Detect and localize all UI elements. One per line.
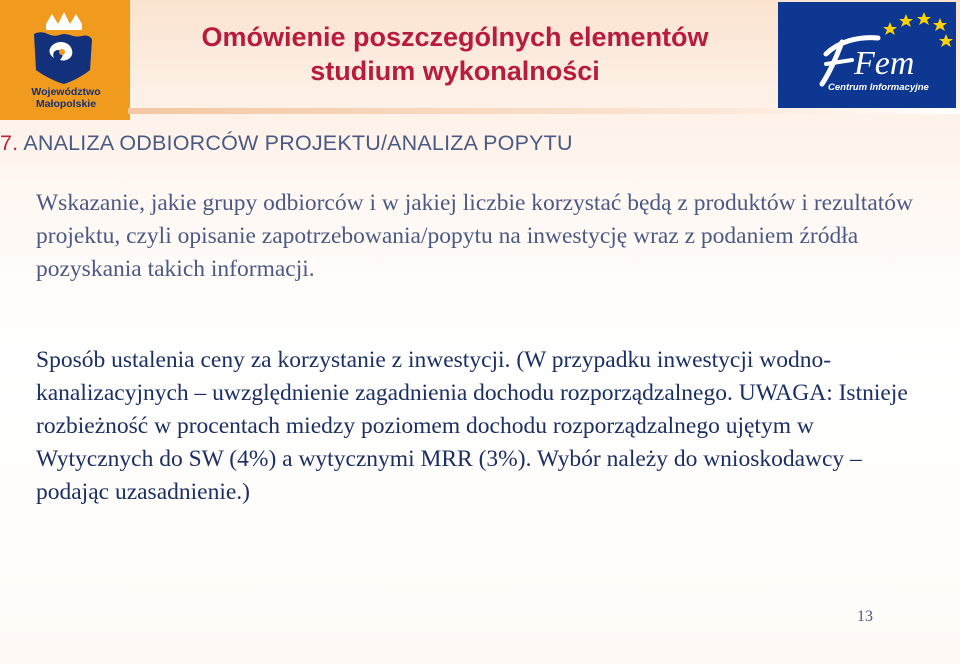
fem-logo: [778, 2, 956, 108]
section-heading: [0, 131, 950, 156]
header-divider: [128, 108, 960, 114]
body-paragraph-2-rest: (W przypadku inwestycji wodno-kanalizacyjnych – uwzględnienie zagadnienia dochodu rozporządzalnego. UWAGA: Istnieje rozbieżność w procentach miedzy poziomem dochodu rozporządzalnego ujętym w Wytycznych do SW (4%) a wytycznymi MRR (3%). Wybór należy do wnioskodawcy – podając uzasadnienie.): [36, 347, 908, 505]
wojewodztwo-malopolskie-logo: [0, 0, 130, 120]
page-title: [140, 20, 770, 88]
body-paragraph-1: Wskazanie, jakie grupy odbiorców i w jakiej liczbie korzystać będą z produktów i rezultatów projektu, czyli opisanie zapotrzebowania/popytu na inwestycję wraz z podaniem źródła pozyskania takich informacji.: [36, 190, 914, 282]
section-number: 7.: [0, 131, 19, 155]
fem-logo-subtitle: Centrum Informacyjne: [828, 82, 929, 93]
malopolska-emblem-icon: [0, 0, 130, 90]
page-title-line1: Omówienie poszczególnych elementów: [201, 22, 709, 52]
logo-left-caption-line1: Województwo: [31, 86, 101, 98]
logo-left-caption-line2: Małopolskie: [35, 98, 97, 110]
page-title-line2: studium wykonalności: [310, 56, 600, 86]
logo-left-caption: [14, 86, 118, 110]
page-number: 13: [857, 608, 873, 625]
section-heading-text: ANALIZA ODBIORCÓW PROJEKTU/ANALIZA POPYTU: [23, 131, 573, 155]
fem-logo-text: Fem: [854, 45, 915, 82]
body-paragraph-2: [36, 344, 936, 509]
eu-stars-icon: [883, 12, 953, 47]
body-paragraph-2-lead: Sposób ustalenia ceny za korzystanie z inwestycji.: [36, 347, 511, 373]
